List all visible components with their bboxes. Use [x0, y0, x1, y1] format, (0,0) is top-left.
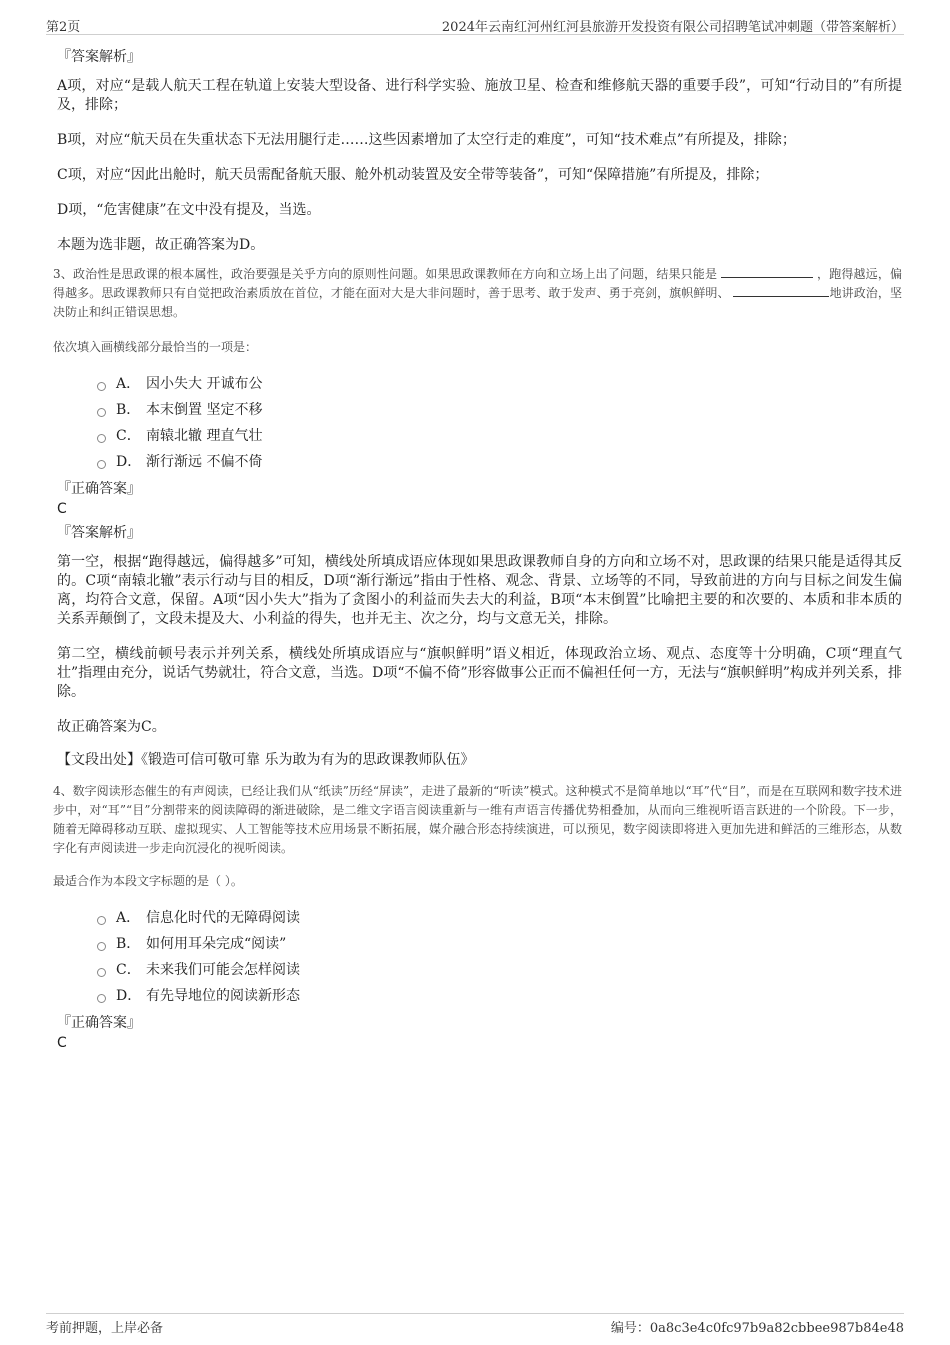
radio-icon[interactable] — [97, 994, 106, 1003]
analysis-label: 『答案解析』 — [57, 49, 141, 65]
radio-icon[interactable] — [97, 382, 106, 391]
analysis-item-b: B项，对应“航天员在失重状态下无法用腿行走……这些因素增加了太空行走的难度”，可知“技术难点”有所提及，排除； — [57, 132, 796, 148]
analysis-paragraph-1: 第一空，根据“跑得越远，偏得越多”可知，横线处所填成语应体现如果思政课教师自身的方向和立场不对，思政课的结果只能是适得其反的。C项“南辕北辙”表示行动与目的相反，D项“渐行渐远”指由于性格、观念、背景、立场等的不同，导致前进的方向与目标之间发生偏离，均符合文意，保留。A项“因小失大”指为了贪图小的利益而失去大的利益，B项“本末倒置”比喻把主要的和次要的、本质和非本质的关系弄颠倒了，文段未提及大、小利益的得失，也并无主、次之分，均与文意无关，排除。 — [57, 554, 902, 627]
option-b[interactable]: B． 本末倒置 坚定不移 — [97, 396, 902, 422]
option-c[interactable]: C． 未来我们可能会怎样阅读 — [97, 956, 902, 982]
radio-icon[interactable] — [97, 916, 106, 925]
radio-icon[interactable] — [97, 942, 106, 951]
option-a[interactable]: A． 信息化时代的无障碍阅读 — [97, 904, 902, 930]
analysis-item-c: C项，对应“因此出舱时，航天员需配备航天服、舱外机动装置及安全带等装备”，可知“保障措施”有所提及，排除； — [57, 167, 769, 183]
page-content — [53, 47, 903, 1057]
question-3-part-3: 地讲政治，坚决防止和纠正错误思想。 — [53, 286, 902, 319]
analysis-label: 『答案解析』 — [57, 525, 141, 541]
page-footer — [46, 1313, 904, 1334]
option-b[interactable]: B． 如何用耳朵完成“阅读” — [97, 930, 902, 956]
blank-2 — [733, 284, 829, 297]
answer-label: 『正确答案』 — [57, 1015, 141, 1031]
question-3-options — [57, 370, 902, 474]
option-c[interactable]: C． 南辕北辙 理直气壮 — [97, 422, 902, 448]
option-d[interactable]: D． 有先导地位的阅读新形态 — [97, 982, 902, 1008]
answer-value: C — [57, 501, 67, 517]
question-4-text: 4、数字阅读形态催生的有声阅读，已经让我们从“纸读”历经“屏读”，走进了最新的“听读”模式。这种模式不是简单地以“耳”代“目”，而是在互联网和数字技术进步中，对“耳”“目”分割带来的阅读障碍的渐进破除，是二维文字语言阅读重新与一维有声语言传播优势相叠加，从而向三维视听语言跃进的一个阶段。下一步，随着无障碍移动互联、虚拟现实、人工智能等技术应用场景不断拓展，媒介融合形态持续演进，可以预见，数字阅读即将进入更加先进和鲜活的三维形态，从数字化有声阅读进一步走向沉浸化的视听阅读。 — [53, 784, 902, 855]
footer-slogan: 考前押题，上岸必备 — [46, 1321, 164, 1336]
analysis-item-d: D项，“危害健康”在文中没有提及，当选。 — [57, 202, 321, 218]
document-title: 2024年云南红河州红河县旅游开发投资有限公司招聘笔试冲刺题（带答案解析） — [441, 20, 904, 35]
question-3-prompt: 依次填入画横线部分最恰当的一项是： — [53, 340, 258, 354]
radio-icon[interactable] — [97, 460, 106, 469]
option-a[interactable]: A． 因小失大 开诚布公 — [97, 370, 902, 396]
document-id: 编号：0a8c3e4c0fc97b9a82cbbee987b84e48 — [610, 1321, 904, 1336]
page-header — [46, 14, 904, 35]
question-4-prompt: 最适合作为本段文字标题的是（ ）。 — [53, 874, 243, 888]
analysis-paragraph-2: 第二空，横线前顿号表示并列关系，横线处所填成语应与“旗帜鲜明”语义相近，体现政治立场、观点、态度等十分明确，C项“理直气壮”指理由充分，说话气势就壮，符合文意，当选。D项“不偏不倚”形容做事公正而不偏袒任何一方，无法与“旗帜鲜明”构成并列关系，排除。 — [57, 646, 903, 700]
passage-source: 【文段出处】《锻造可信可敬可靠 乐为敢为有为的思政课教师队伍》 — [57, 752, 475, 768]
answer-label: 『正确答案』 — [57, 481, 141, 497]
radio-icon[interactable] — [97, 968, 106, 977]
analysis-conclusion: 本题为选非题，故正确答案为D。 — [57, 237, 265, 253]
question-3-text — [53, 265, 902, 322]
radio-icon[interactable] — [97, 434, 106, 443]
question-3-part-2: ，跑得越远，偏得越多。思政课教师只有自觉把政治素质放在首位，才能在面对大是大非问题时，善于思考、敢于发声、勇于亮剑，旗帜鲜明、 — [53, 267, 902, 300]
question-4-options — [57, 904, 902, 1008]
option-d[interactable]: D． 渐行渐远 不偏不倚 — [97, 448, 902, 474]
analysis-item-a: A项，对应“是载人航天工程在轨道上安装大型设备、进行科学实验、施放卫星、检查和维修航天器的重要手段”，可知“行动目的”有所提及，排除； — [57, 78, 902, 113]
radio-icon[interactable] — [97, 408, 106, 417]
question-3-part-1: 3、政治性是思政课的根本属性，政治要强是关乎方向的原则性问题。如果思政课教师在方向和立场上出了问题，结果只能是 — [53, 267, 718, 281]
analysis-conclusion: 故正确答案为C。 — [57, 719, 166, 735]
answer-value: C — [57, 1035, 67, 1051]
blank-1 — [721, 265, 813, 278]
page-number: 第2页 — [46, 20, 81, 35]
